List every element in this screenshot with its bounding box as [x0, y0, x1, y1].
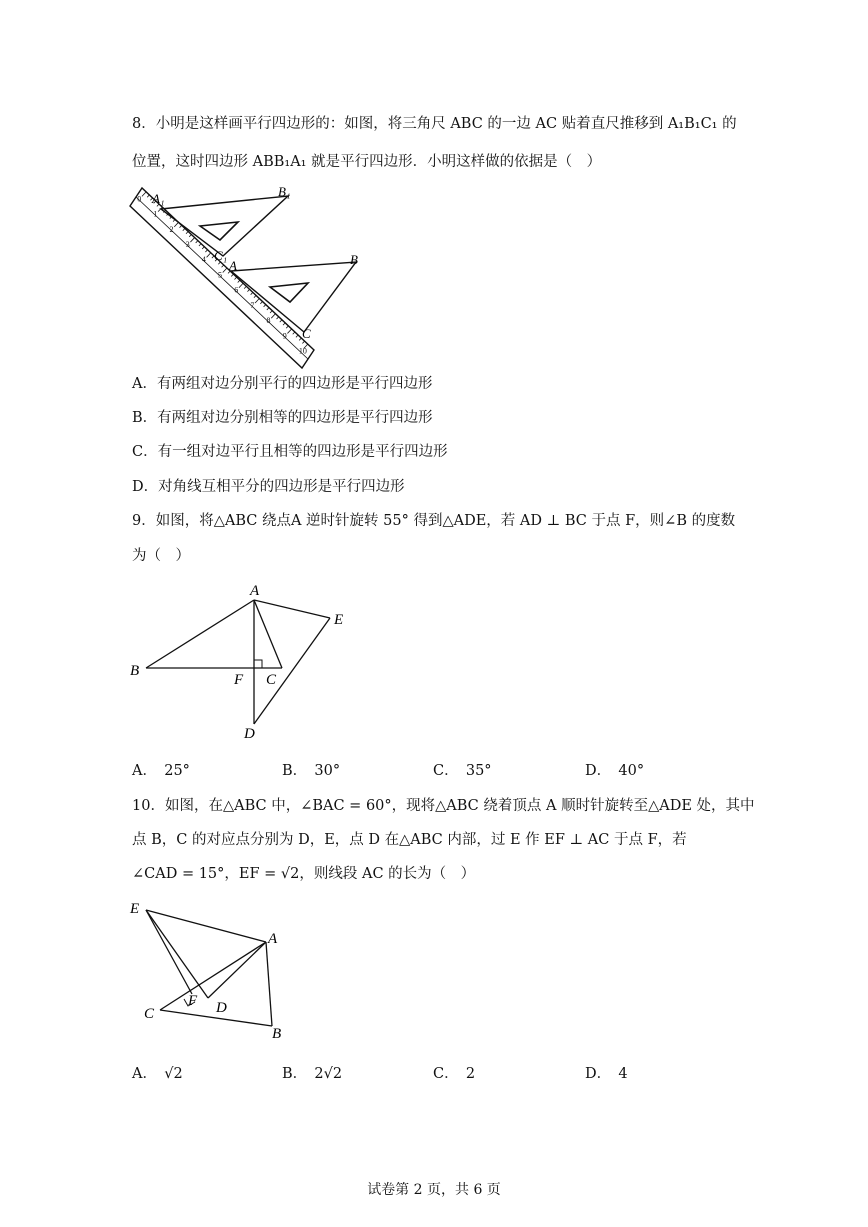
label-c: C — [144, 1006, 155, 1022]
ruler-number: 4 — [201, 255, 206, 265]
ruler-number: 10 — [298, 346, 307, 356]
label-a: A — [250, 583, 260, 599]
q8-stem-line-2: 位置，这时四边形 ABB₁A₁ 就是平行四边形．小明这样做的依据是（ ） — [132, 154, 602, 170]
ruler-number: 5 — [218, 270, 223, 280]
label-d: D — [244, 726, 255, 742]
q10-stem-line-2: 点 B，C 的对应点分别为 D，E，点 D 在△ABC 内部，过 E 作 EF ⊥ AC 于点 F，若 — [132, 832, 687, 848]
label-d: D — [216, 1000, 227, 1016]
q9-option-a: A． 25° — [132, 763, 190, 779]
q9-option-d: D． 40° — [585, 763, 645, 779]
q9-option-b: B． 30° — [282, 763, 341, 779]
label-f: F — [234, 672, 244, 688]
ruler-number: 7 — [250, 300, 255, 310]
label-b: B — [272, 1026, 282, 1042]
ruler-number: 1 — [153, 209, 158, 219]
ruler-number: 0 — [137, 194, 142, 204]
q8-option-c: C．有一组对边平行且相等的四边形是平行四边形 — [132, 444, 448, 460]
label-e: E — [130, 901, 140, 917]
label-a: A — [268, 931, 278, 947]
ruler-number: 6 — [234, 285, 239, 295]
ruler-number: 3 — [185, 239, 190, 249]
page-footer: 试卷第 2 页，共 6 页 — [367, 1182, 501, 1198]
label-a: A — [229, 258, 237, 273]
q10-option-d: D． 4 — [585, 1066, 628, 1082]
ruler-number: 8 — [266, 316, 271, 326]
triangle-a1b1c1-hole — [200, 222, 238, 240]
label-f: F — [188, 993, 198, 1009]
q10-figure — [128, 896, 298, 1046]
q10-option-b: B． 2√2 — [282, 1066, 343, 1082]
label-c: C — [266, 672, 277, 688]
q8-option-b: B．有两组对边分别相等的四边形是平行四边形 — [132, 410, 433, 426]
label-b: B — [130, 663, 140, 679]
q8-option-d: D．对角线互相平分的四边形是平行四边形 — [132, 479, 405, 495]
q10-option-a: A． √2 — [132, 1066, 183, 1082]
triangle-abc-hole — [270, 283, 308, 302]
q9-option-c: C． 35° — [433, 763, 492, 779]
ruler-number: 9 — [282, 331, 287, 341]
label-b: B — [350, 252, 358, 267]
label-c1: C₁ — [214, 248, 228, 263]
label-c: C — [302, 326, 311, 341]
q8-option-a: A．有两组对边分别平行的四边形是平行四边形 — [132, 376, 433, 392]
q8-stem-line-1: 8．小明是这样画平行四边形的：如图，将三角尺 ABC 的一边 AC 贴着直尺推移到 A₁B₁C₁ 的 — [132, 116, 737, 132]
label-b1: B₁ — [278, 184, 291, 199]
q9-stem-line-2: 为（ ） — [132, 548, 190, 564]
q10-stem-line-3: ∠CAD = 15°，EF = √2，则线段 AC 的长为（ ） — [132, 866, 476, 882]
label-a1: A₁ — [152, 191, 165, 206]
q8-figure-ruler-triangles — [128, 184, 358, 370]
label-e: E — [334, 612, 344, 628]
q10-stem-line-1: 10．如图，在△ABC 中，∠BAC = 60°，现将△ABC 绕着顶点 A 顺时针旋转至△ADE 处，其中 — [132, 798, 755, 814]
q9-figure — [128, 580, 358, 745]
ruler-number: 2 — [169, 224, 174, 234]
q9-stem-line-1: 9．如图，将△ABC 绕点A 逆时针旋转 55° 得到△ADE，若 AD ⊥ BC 于点 F，则∠B 的度数 — [132, 513, 736, 529]
q10-option-c: C． 2 — [433, 1066, 476, 1082]
